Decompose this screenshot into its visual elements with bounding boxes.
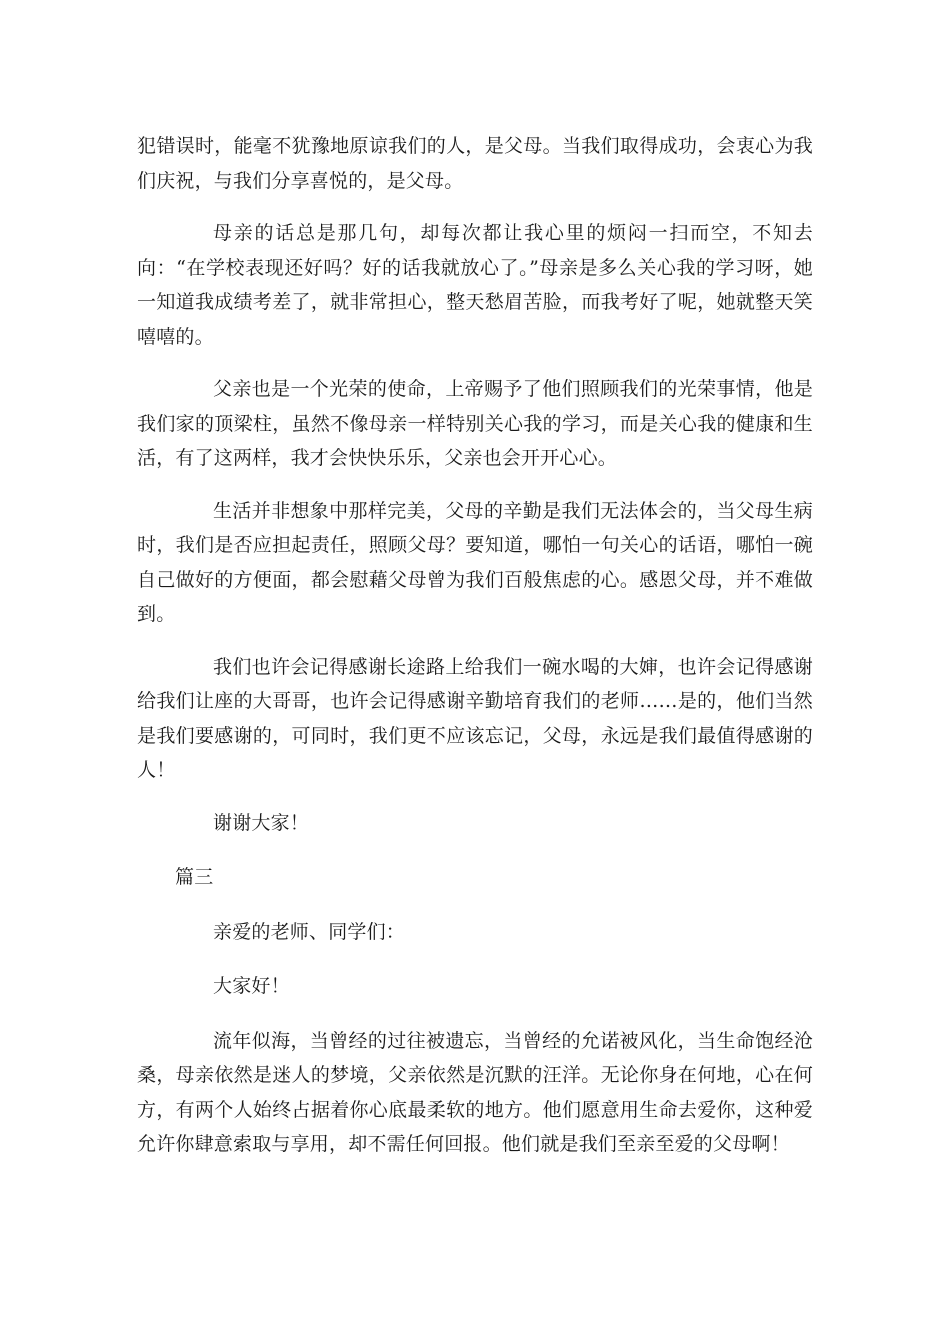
paragraph-life: 生活并非想象中那样完美，父母的辛勤是我们无法体会的，当父母生病时，我们是否应担起责任，照顾父母？要知道，哪怕一句关心的话语，哪怕一碗自己做好的方便面，都会慰藉父母曾为我们百般焦虑的心。感恩父母，并不难做到。 (137, 499, 813, 625)
paragraph-mother: 母亲的话总是那几句，却每次都让我心里的烦闷一扫而空，不知去向：“在学校表现还好吗？好的话我就放心了。”母亲是多么关心我的学习呀，她一知道我成绩考差了，就非常担心，整天愁眉苦脸，而我考好了呢，她就整天笑嘻嘻的。 (137, 222, 813, 348)
paragraph-gratitude: 我们也许会记得感谢长途路上给我们一碗水喝的大婶，也许会记得感谢给我们让座的大哥哥，也许会记得感谢辛勤培育我们的老师……是的，他们当然是我们要感谢的，可同时，我们更不应该忘记，父母，永远是我们最值得感谢的人！ (137, 655, 813, 781)
document-body (137, 129, 813, 1162)
paragraph-father: 父亲也是一个光荣的使命，上帝赐予了他们照顾我们的光荣事情，他是我们家的顶梁柱，虽然不像母亲一样特别关心我的学习，而是关心我的健康和生活，有了这两样，我才会快快乐乐，父亲也会开开心心。 (137, 378, 813, 469)
section-heading: 篇三 (175, 866, 214, 888)
salutation: 亲爱的老师、同学们： (213, 920, 406, 943)
greeting: 大家好！ (213, 975, 290, 997)
paragraph-closing: 流年似海，当曾经的过往被遗忘，当曾经的允诺被风化，当生命饱经沧桑，母亲依然是迷人的梦境，父亲依然是沉默的汪洋。无论你身在何地，心在何方，有两个人始终占据着你心底最柔软的地方。他们愿意用生命去爱你，这种爱允许你肆意索取与享用，却不需任何回报。他们就是我们至亲至爱的父母啊！ (137, 1029, 813, 1155)
paragraph-forgiveness: 犯错误时，能毫不犹豫地原谅我们的人，是父母。当我们取得成功，会衷心为我们庆祝，与我们分享喜悦的，是父母。 (137, 135, 813, 192)
paragraph-thanks: 谢谢大家！ (213, 811, 310, 834)
